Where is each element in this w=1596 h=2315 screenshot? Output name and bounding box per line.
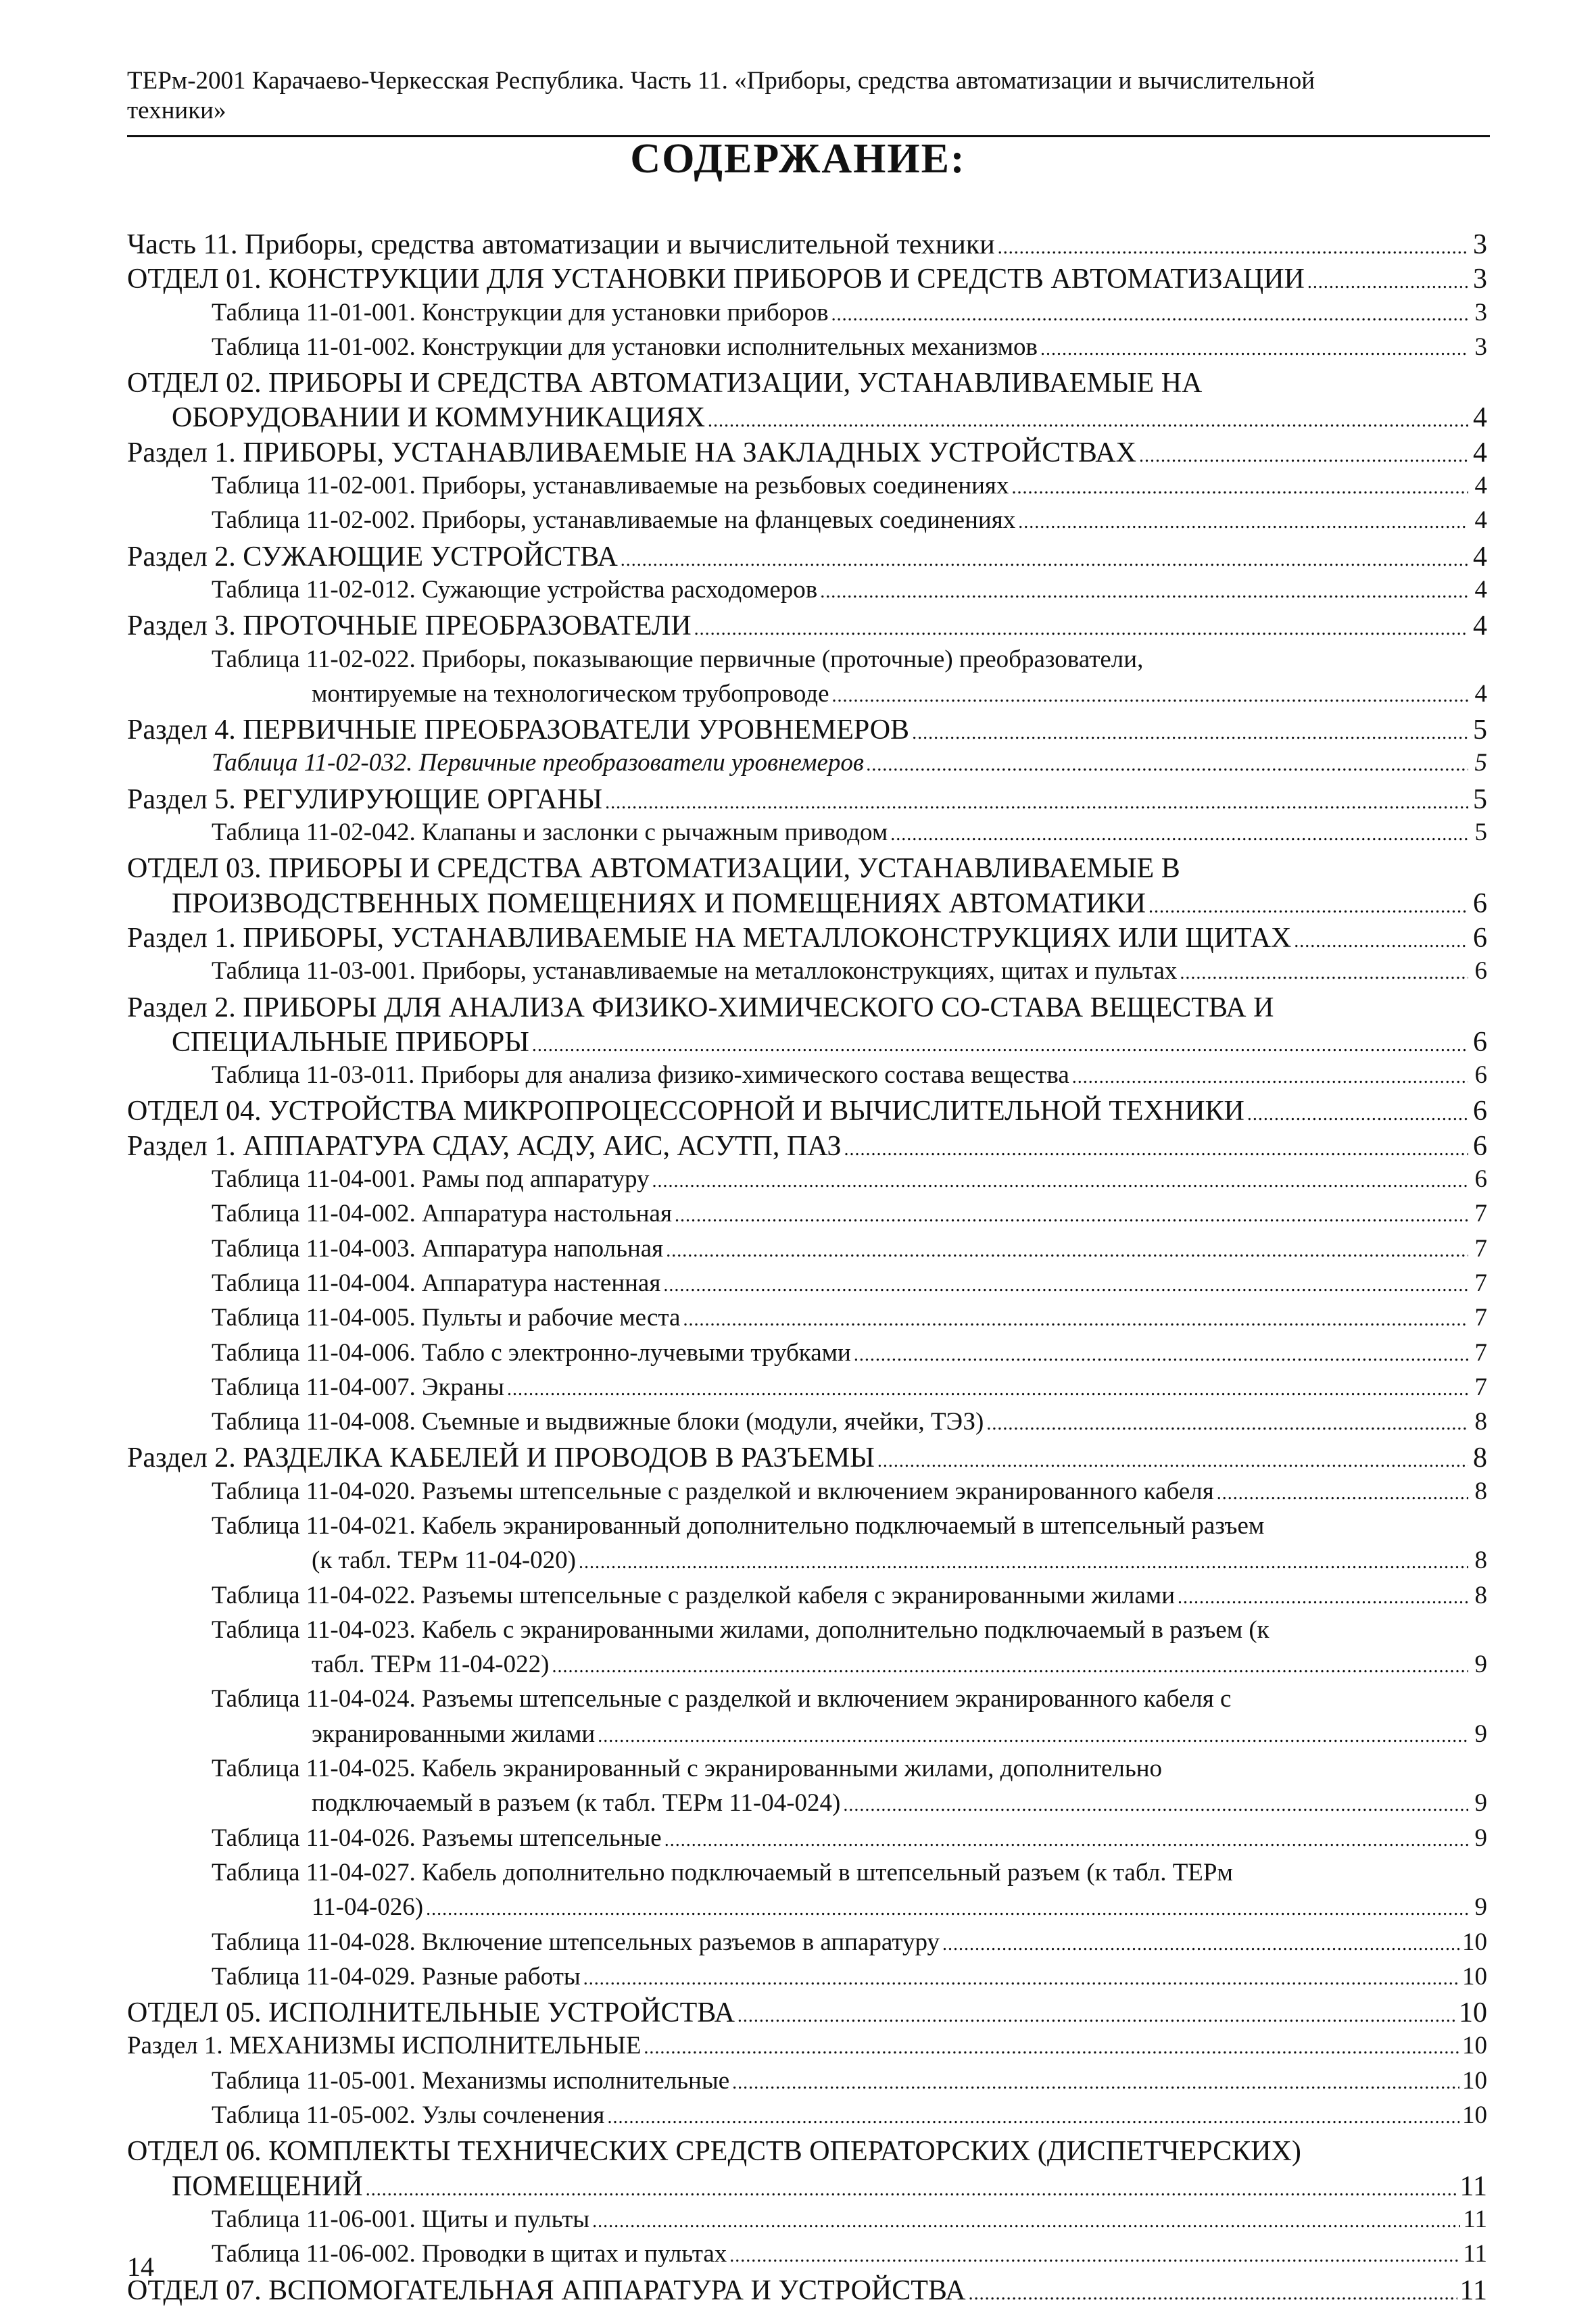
toc-entry[interactable]: Таблица 11-03-011. Приборы для анализа физико-химического состава вещества ..... 6 [127,1061,1487,1095]
toc-entry-continuation[interactable]: подключаемый в разъем (к табл. ТЕРм 11-04-024) ..... 9 [127,1788,1487,1823]
toc-entry[interactable]: Раздел 1. АППАРАТУРА СДАУ, АСДУ, АИС, АСУТП, ПАЗ ..... 6 [127,1130,1487,1165]
toc-entry[interactable]: Таблица 11-04-007. Экраны ..... 7 [127,1373,1487,1407]
toc-entry[interactable]: Таблица 11-04-026. Разъемы штепсельные ..... 9 [127,1824,1487,1858]
toc-entry[interactable]: Таблица 11-04-023. Кабель с экранированными жилами, дополнительно подключаемый в разъем (к [212,1615,1269,1644]
toc-entry[interactable]: ОТДЕЛ 04. УСТРОЙСТВА МИКРОПРОЦЕССОРНОЙ И ВЫЧИСЛИТЕЛЬНОЙ ТЕХНИКИ ..... 6 [127,1095,1487,1129]
header-line-1: ТЕРм-2001 Карачаево-Черкесская Республика. Часть 11. «Приборы, средства автоматизации и вычислительной [127,67,1315,95]
toc-entry[interactable]: Таблица 11-05-001. Механизмы исполнительные ..... 10 [127,2066,1487,2101]
toc-entry[interactable]: Раздел 2. РАЗДЕЛКА КАБЕЛЕЙ И ПРОВОДОВ В РАЗЪЕМЫ ..... 8 [127,1442,1487,1476]
toc-entry[interactable]: Таблица 11-04-027. Кабель дополнительно подключаемый в штепсельный разъем (к табл. ТЕРм [212,1858,1233,1886]
toc-entry[interactable]: Таблица 11-04-020. Разъемы штепсельные с разделкой и включением экранированного кабеля ..... 8 [127,1477,1487,1511]
toc-entry[interactable]: Таблица 11-04-002. Аппаратура настольная ..... 7 [127,1199,1487,1234]
toc-entry[interactable]: Таблица 11-04-022. Разъемы штепсельные с разделкой кабеля с экранированными жилами ..... 8 [127,1581,1487,1615]
toc-entry[interactable]: Таблица 11-04-008. Съемные и выдвижные блоки (модули, ячейки, ТЭЗ) ..... 8 [127,1407,1487,1442]
toc-entry[interactable]: Таблица 11-01-002. Конструкции для установки исполнительных механизмов ..... 3 [127,333,1487,367]
toc-entry[interactable]: Таблица 11-04-024. Разъемы штепсельные с разделкой и включением экранированного кабеля с [212,1685,1232,1713]
toc-entry[interactable]: Раздел 4. ПЕРВИЧНЫЕ ПРЕОБРАЗОВАТЕЛИ УРОВНЕМЕРОВ ..... 5 [127,714,1487,748]
toc-entry[interactable]: Раздел 5. РЕГУЛИРУЮЩИЕ ОРГАНЫ ..... 5 [127,783,1487,818]
toc-entry[interactable]: Таблица 11-02-012. Сужающие устройства расходомеров ..... 4 [127,575,1487,610]
toc-entry[interactable]: Таблица 11-03-001. Приборы, устанавливаемые на металлоконструкциях, щитах и пультах ..... 6 [127,956,1487,991]
toc-entry[interactable]: ОТДЕЛ 05. ИСПОЛНИТЕЛЬНЫЕ УСТРОЙСТВА ..... 10 [127,1997,1487,2031]
toc-entry[interactable]: ОТДЕЛ 06. КОМПЛЕКТЫ ТЕХНИЧЕСКИХ СРЕДСТВ ОПЕРАТОРСКИХ (ДИСПЕТЧЕРСКИХ) [127,2136,1301,2168]
toc-entry-continuation[interactable]: СПЕЦИАЛЬНЫЕ ПРИБОРЫ ..... 6 [127,1026,1487,1061]
toc-entry-continuation[interactable]: экранированными жилами ..... 9 [127,1720,1487,1754]
toc-entry-continuation[interactable]: (к табл. ТЕРм 11-04-020) ..... 8 [127,1546,1487,1580]
toc-entry-continuation[interactable]: ПРОИЗВОДСТВЕННЫХ ПОМЕЩЕНИЯХ И ПОМЕЩЕНИЯХ АВТОМАТИКИ ..... 6 [127,887,1487,922]
toc-entry[interactable]: Часть 11. Приборы, средства автоматизации и вычислительной техники ..... 3 [127,228,1487,263]
toc-entry[interactable]: Таблица 11-04-003. Аппаратура напольная ..... 7 [127,1234,1487,1269]
toc-entry[interactable]: Таблица 11-02-032. Первичные преобразователи уровнемеров ..... 5 [127,748,1487,783]
toc-entry-continuation[interactable]: ПОМЕЩЕНИЙ ..... 11 [127,2170,1487,2205]
toc-entry[interactable]: Таблица 11-01-001. Конструкции для установки приборов ..... 3 [127,298,1487,333]
table-of-contents [127,228,1487,2309]
toc-entry[interactable]: Таблица 11-04-021. Кабель экранированный дополнительно подключаемый в штепсельный разъем [212,1511,1265,1540]
toc-entry-continuation[interactable]: монтируемые на технологическом трубопроводе ..... 4 [127,679,1487,714]
toc-entry[interactable]: Таблица 11-02-042. Клапаны и заслонки с рычажным приводом ..... 5 [127,818,1487,852]
header-line-2: техники» [127,97,226,124]
toc-entry[interactable]: Таблица 11-04-028. Включение штепсельных разъемов в аппаратуру ..... 10 [127,1928,1487,1962]
page-number: 14 [127,2251,154,2282]
toc-entry[interactable]: Раздел 2. ПРИБОРЫ ДЛЯ АНАЛИЗА ФИЗИКО-ХИМИЧЕСКОГО СО-СТАВА ВЕЩЕСТВА И [127,992,1274,1023]
toc-entry[interactable]: Таблица 11-04-001. Рамы под аппаратуру ..... 6 [127,1165,1487,1199]
toc-entry[interactable]: Раздел 1. ПРИБОРЫ, УСТАНАВЛИВАЕМЫЕ НА ЗАКЛАДНЫХ УСТРОЙСТВАХ ..... 4 [127,437,1487,471]
toc-entry[interactable]: Таблица 11-06-002. Проводки в щитах и пультах ..... 11 [127,2239,1487,2274]
toc-entry[interactable]: Таблица 11-05-002. Узлы сочленения ..... 10 [127,2101,1487,2135]
toc-entry[interactable]: ОТДЕЛ 03. ПРИБОРЫ И СРЕДСТВА АВТОМАТИЗАЦИИ, УСТАНАВЛИВАЕМЫЕ В [127,853,1180,885]
toc-entry[interactable]: Таблица 11-06-001. Щиты и пульты ..... 11 [127,2205,1487,2239]
toc-entry[interactable]: Раздел 1. МЕХАНИЗМЫ ИСПОЛНИТЕЛЬНЫЕ ..... 10 [127,2031,1487,2066]
page-title: СОДЕРЖАНИЕ: [630,136,966,182]
toc-entry-continuation[interactable]: табл. ТЕРм 11-04-022) ..... 9 [127,1650,1487,1684]
toc-entry[interactable]: Раздел 3. ПРОТОЧНЫЕ ПРЕОБРАЗОВАТЕЛИ ..... 4 [127,610,1487,644]
toc-entry[interactable]: Таблица 11-04-004. Аппаратура настенная ..... 7 [127,1269,1487,1303]
toc-entry[interactable]: Таблица 11-02-022. Приборы, показывающие первичные (проточные) преобразователи, [212,645,1144,673]
toc-entry[interactable]: Таблица 11-04-025. Кабель экранированный с экранированными жилами, дополнительно [212,1755,1163,1783]
toc-entry[interactable]: Таблица 11-04-029. Разные работы ..... 10 [127,1962,1487,1997]
toc-entry[interactable]: Таблица 11-04-006. Табло с электронно-лучевыми трубками ..... 7 [127,1338,1487,1373]
toc-entry[interactable]: Раздел 2. СУЖАЮЩИЕ УСТРОЙСТВА ..... 4 [127,541,1487,575]
toc-entry[interactable]: ОТДЕЛ 07. ВСПОМОГАТЕЛЬНАЯ АППАРАТУРА И УСТРОЙСТВА ..... 11 [127,2274,1487,2309]
toc-entry[interactable]: ОТДЕЛ 02. ПРИБОРЫ И СРЕДСТВА АВТОМАТИЗАЦИИ, УСТАНАВЛИВАЕМЫЕ НА [127,368,1203,399]
toc-entry[interactable]: Таблица 11-02-001. Приборы, устанавливаемые на резьбовых соединениях ..... 4 [127,471,1487,506]
toc-entry-continuation[interactable]: 11-04-026) ..... 9 [127,1893,1487,1927]
toc-entry[interactable]: Таблица 11-02-002. Приборы, устанавливаемые на фланцевых соединениях ..... 4 [127,506,1487,540]
toc-entry[interactable]: Таблица 11-04-005. Пульты и рабочие места ..... 7 [127,1303,1487,1338]
toc-entry[interactable]: ОТДЕЛ 01. КОНСТРУКЦИИ ДЛЯ УСТАНОВКИ ПРИБОРОВ И СРЕДСТВ АВТОМАТИЗАЦИИ ..... 3 [127,263,1487,297]
toc-entry-continuation[interactable]: ОБОРУДОВАНИИ И КОММУНИКАЦИЯХ ..... 4 [127,401,1487,436]
toc-entry[interactable]: Раздел 1. ПРИБОРЫ, УСТАНАВЛИВАЕМЫЕ НА МЕТАЛЛОКОНСТРУКЦИЯХ ИЛИ ЩИТАХ ..... 6 [127,922,1487,956]
running-header [127,66,1486,126]
